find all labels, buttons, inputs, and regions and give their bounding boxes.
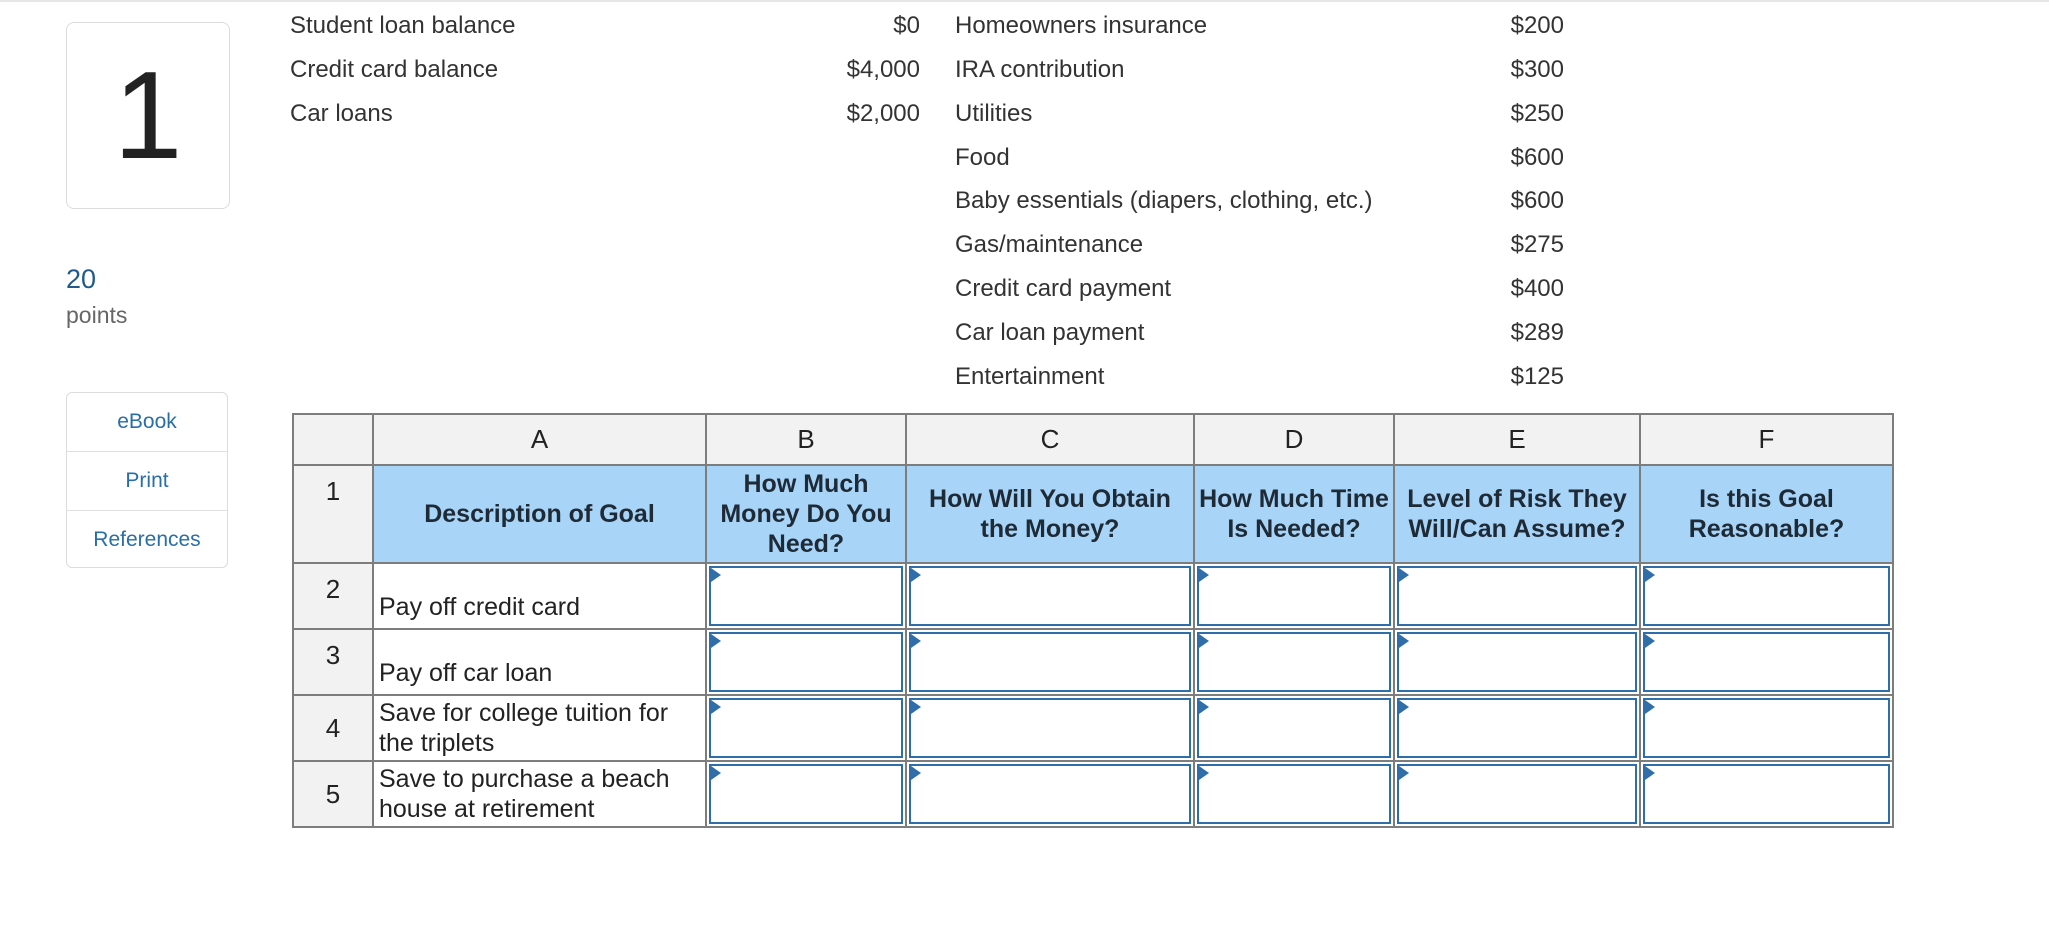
dropdown-indicator-icon — [911, 634, 921, 648]
row-number-3: 3 — [293, 629, 373, 695]
row-number-5: 5 — [293, 761, 373, 827]
dropdown-indicator-icon — [1645, 568, 1655, 582]
dropdown-indicator-icon — [711, 700, 721, 714]
food-label: Food — [955, 144, 1010, 171]
column-header-a: A — [373, 414, 706, 465]
ebook-link[interactable]: eBook — [67, 393, 227, 452]
answer-cell-f3[interactable] — [1640, 629, 1893, 695]
column-header-d: D — [1194, 414, 1394, 465]
column-header-f: F — [1640, 414, 1893, 465]
dropdown-indicator-icon — [711, 634, 721, 648]
answer-cell-b3[interactable] — [706, 629, 906, 695]
answer-cell-d4[interactable] — [1194, 695, 1394, 761]
answer-cell-b4[interactable] — [706, 695, 906, 761]
credit-card-payment-label: Credit card payment — [955, 275, 1172, 302]
dropdown-indicator-icon — [1199, 766, 1209, 780]
answer-cell-f2[interactable] — [1640, 563, 1893, 629]
column-header-c: C — [906, 414, 1194, 465]
column-header-e: E — [1394, 414, 1640, 465]
answer-cell-f4[interactable] — [1640, 695, 1893, 761]
answer-cell-d5[interactable] — [1194, 761, 1394, 827]
row-number-2: 2 — [293, 563, 373, 629]
answer-cell-e5[interactable] — [1394, 761, 1640, 827]
header-time-needed: How Much Time Is Needed? — [1194, 465, 1394, 563]
answer-cell-c4[interactable] — [906, 695, 1194, 761]
food-value: $600 — [1510, 144, 1564, 171]
dropdown-indicator-icon — [1645, 766, 1655, 780]
goals-spreadsheet — [292, 413, 1894, 828]
dropdown-indicator-icon — [1645, 634, 1655, 648]
answer-cell-e4[interactable] — [1394, 695, 1640, 761]
baby-essentials-value: $600 — [1510, 187, 1564, 214]
car-loans-value: $2,000 — [846, 100, 920, 127]
utilities-value: $250 — [1510, 100, 1564, 127]
credit-card-payment-value: $400 — [1510, 275, 1564, 302]
gas-maintenance-label: Gas/maintenance — [955, 231, 1144, 258]
student-loan-label: Student loan balance — [290, 12, 516, 39]
answer-cell-b5[interactable] — [706, 761, 906, 827]
car-loan-payment-value: $289 — [1510, 319, 1564, 346]
print-link[interactable]: Print — [67, 452, 227, 511]
credit-card-balance-label: Credit card balance — [290, 56, 499, 83]
answer-cell-d3[interactable] — [1194, 629, 1394, 695]
credit-card-balance-value: $4,000 — [846, 56, 920, 83]
ira-contribution-label: IRA contribution — [955, 56, 1125, 83]
points-label: points — [66, 302, 128, 328]
entertainment-label: Entertainment — [955, 363, 1105, 390]
answer-cell-d2[interactable] — [1194, 563, 1394, 629]
row-number-1: 1 — [293, 465, 373, 563]
references-link[interactable]: References — [93, 528, 201, 551]
header-obtain-money: How Will You Obtain the Money? — [906, 465, 1194, 563]
goal-description-cell: Pay off car loan — [373, 629, 706, 695]
top-divider — [0, 0, 2049, 2]
car-loans-label: Car loans — [290, 100, 393, 127]
header-goal-reasonable: Is this Goal Reasonable? — [1640, 465, 1893, 563]
answer-cell-c3[interactable] — [906, 629, 1194, 695]
dropdown-indicator-icon — [1399, 700, 1409, 714]
gas-maintenance-value: $275 — [1510, 231, 1564, 258]
header-money-needed: How Much Money Do You Need? — [706, 465, 906, 563]
row-number-4: 4 — [293, 695, 373, 761]
dropdown-indicator-icon — [1199, 568, 1209, 582]
dropdown-indicator-icon — [1399, 766, 1409, 780]
dropdown-indicator-icon — [1399, 634, 1409, 648]
dropdown-indicator-icon — [711, 766, 721, 780]
goal-description-cell: Pay off credit card — [373, 563, 706, 629]
car-loan-payment-label: Car loan payment — [955, 319, 1145, 346]
dropdown-indicator-icon — [1199, 634, 1209, 648]
dropdown-indicator-icon — [711, 568, 721, 582]
utilities-label: Utilities — [955, 100, 1033, 127]
answer-cell-b2[interactable] — [706, 563, 906, 629]
goal-description-cell: Save to purchase a beach house at retirement — [373, 761, 706, 827]
student-loan-value: $0 — [893, 12, 920, 39]
homeowners-insurance-value: $200 — [1510, 12, 1564, 39]
header-risk-level: Level of Risk They Will/Can Assume? — [1394, 465, 1640, 563]
corner-cell — [293, 414, 373, 465]
dropdown-indicator-icon — [1645, 700, 1655, 714]
ira-contribution-value: $300 — [1510, 56, 1564, 83]
answer-cell-f5[interactable] — [1640, 761, 1893, 827]
dropdown-indicator-icon — [911, 568, 921, 582]
answer-cell-c2[interactable] — [906, 563, 1194, 629]
dropdown-indicator-icon — [1399, 568, 1409, 582]
baby-essentials-label: Baby essentials (diapers, clothing, etc.) — [955, 187, 1373, 214]
header-description-of-goal: Description of Goal — [373, 465, 706, 563]
answer-cell-c5[interactable] — [906, 761, 1194, 827]
answer-cell-e3[interactable] — [1394, 629, 1640, 695]
dropdown-indicator-icon — [911, 700, 921, 714]
points-value: 20 — [66, 264, 97, 294]
question-number: 1 — [66, 22, 230, 209]
entertainment-value: $125 — [1510, 363, 1564, 390]
goal-description-cell: Save for college tuition for the triplets — [373, 695, 706, 761]
column-header-b: B — [706, 414, 906, 465]
dropdown-indicator-icon — [911, 766, 921, 780]
question-tools-panel — [66, 392, 228, 568]
dropdown-indicator-icon — [1199, 700, 1209, 714]
homeowners-insurance-label: Homeowners insurance — [955, 12, 1208, 39]
answer-cell-e2[interactable] — [1394, 563, 1640, 629]
